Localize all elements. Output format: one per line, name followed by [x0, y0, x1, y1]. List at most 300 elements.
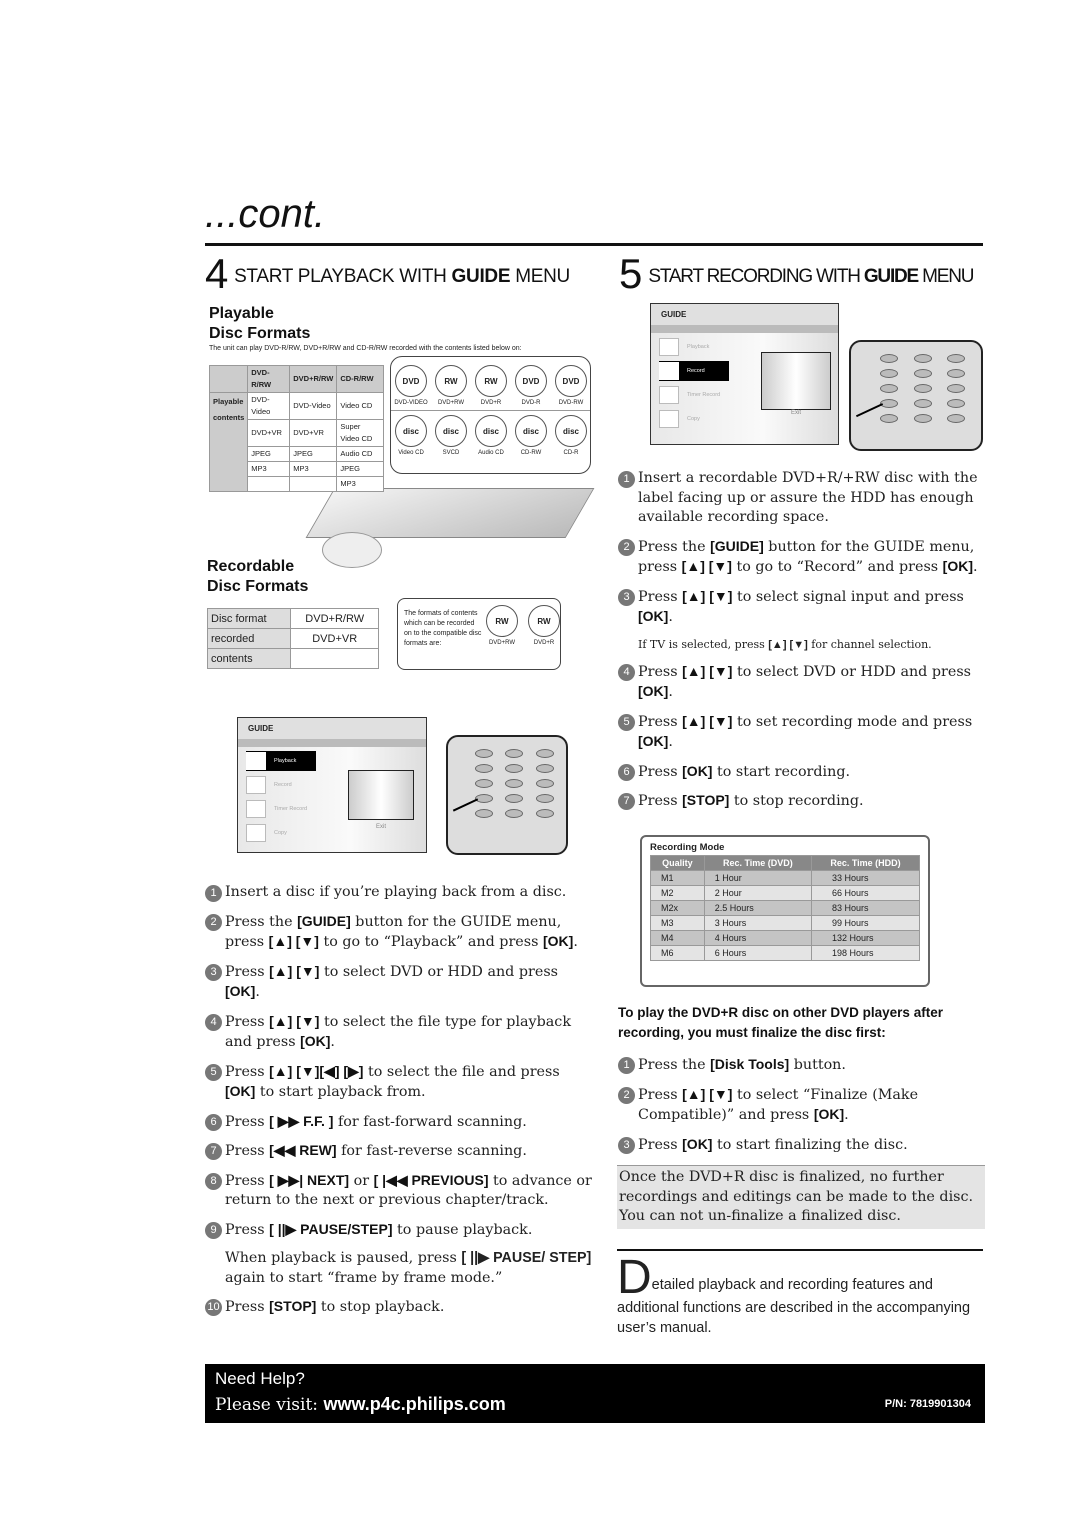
step-number-badge: 8: [205, 1173, 222, 1190]
step-text: When playback is paused, press: [225, 1250, 462, 1266]
step-text: .: [668, 734, 673, 750]
table-cell: M3: [651, 916, 705, 931]
rw-logo-icon: RW: [486, 605, 518, 637]
step-text: Press: [225, 1221, 270, 1238]
table-header-row: [210, 366, 384, 393]
rw-logo-icon: RW: [528, 605, 560, 637]
visit-line: [215, 1394, 506, 1415]
detail-text: etailed playback and recording features and additional functions are described in the accompanying user’s manual.: [617, 1277, 971, 1336]
menu-item-icon: [246, 800, 266, 818]
remote-button: [505, 764, 523, 773]
footer-help-bar: [205, 1364, 985, 1423]
step-text: button for the GUIDE menu, press: [225, 913, 562, 950]
step-item: [618, 791, 986, 812]
button-reference: [OK]: [542, 933, 574, 949]
step-text: Press: [638, 793, 683, 809]
table-cell: 1 Hour: [704, 871, 811, 886]
table-cell: Disc format: [208, 609, 291, 629]
disc-label: DVD+R: [533, 640, 555, 646]
menu-item-icon: [659, 338, 679, 356]
step-text: to stop playback.: [316, 1299, 445, 1315]
dvd-recorder-illustration: [306, 488, 595, 538]
table-cell: JPEG: [248, 447, 290, 462]
button-reference: [▲] [▼]: [682, 712, 733, 729]
visit-label: Please visit:: [215, 1395, 324, 1415]
finalize-steps: [618, 1055, 986, 1164]
table-cell: 198 Hours: [812, 946, 920, 961]
button-reference: [ |◀◀ PREVIOUS]: [373, 1171, 489, 1188]
button-reference: [◀◀ REW]: [269, 1142, 337, 1158]
step-number-badge: 1: [618, 471, 635, 488]
button-reference: [OK]: [225, 1083, 256, 1099]
remote-button: [505, 794, 523, 803]
playable-formats-title: [209, 304, 310, 344]
step-text: Press: [225, 963, 270, 980]
table-cell: 6 Hours: [704, 946, 811, 961]
step-item: [205, 912, 593, 953]
table-cell: M6: [651, 946, 705, 961]
recordable-formats-title: [207, 557, 308, 597]
step-text: button for the GUIDE menu, press: [638, 538, 975, 575]
callout-text: The formats of contents which can be recorded on to the compatible disc formats are:: [404, 610, 482, 647]
table-cell: 2 Hour: [704, 886, 811, 901]
step-text: to select signal input and press: [732, 588, 964, 605]
button-reference: [OK]: [942, 558, 973, 574]
button-reference: [▲] [▼]: [682, 1085, 733, 1102]
title-line: Playable: [209, 305, 274, 322]
button-reference: [GUIDE]: [297, 912, 351, 929]
menu-item-icon: [659, 362, 679, 380]
step-number-badge: 4: [205, 1014, 222, 1031]
remote-button: [536, 809, 554, 818]
step-number-badge: 1: [205, 885, 222, 902]
table-cell: [290, 477, 337, 492]
step-number-badge: 9: [205, 1222, 222, 1239]
button-reference: [▲] [▼][◀] [▶]: [269, 1062, 364, 1079]
disc-logo: [551, 365, 591, 406]
heading-text: START RECORDING WITH: [648, 266, 864, 287]
step-number-badge: 6: [618, 764, 635, 781]
recordable-discs-callout: [397, 598, 561, 670]
step-note: [205, 1249, 593, 1288]
step-text: .: [844, 1107, 849, 1123]
table-cell: recorded: [208, 629, 291, 649]
button-reference: [▲] [▼]: [269, 1012, 320, 1029]
table-row: [208, 609, 379, 629]
step-text: Press the: [638, 538, 711, 555]
table-header-row: [651, 856, 920, 871]
table-cell: M2: [651, 886, 705, 901]
step-text: Press: [638, 1136, 683, 1153]
disc-label: Audio CD: [478, 450, 504, 456]
remote-button: [914, 399, 932, 408]
button-reference: [ ▶▶ F.F. ]: [269, 1112, 334, 1129]
step-text: Press: [225, 1299, 270, 1315]
remote-button: [880, 414, 898, 423]
step-number-badge: 3: [618, 1137, 635, 1154]
finalize-heading: To play the DVD+R disc on other DVD players after recording, you must finalize the disc first:: [618, 1005, 943, 1040]
step-text: to go to “Playback” and press: [318, 934, 543, 950]
step-text: .: [573, 934, 578, 950]
step-text: for fast-reverse scanning.: [336, 1143, 527, 1159]
step-text: to select “Finalize (Make Compatible)” and press: [638, 1086, 919, 1123]
exit-label[interactable]: Exit: [791, 410, 802, 416]
need-help-label: Need Help?: [215, 1369, 305, 1388]
remote-control-illustration: [446, 735, 568, 855]
heading-text: MENU: [918, 266, 974, 287]
title-line: Disc Formats: [207, 578, 309, 595]
button-reference: [▲] [▼]: [269, 962, 320, 979]
remote-button: [914, 369, 932, 378]
step-text: Insert a recordable DVD+R/+RW disc with the label facing up or assure the HDD has enough available recording space.: [638, 470, 978, 525]
section-number: 4: [205, 250, 229, 297]
step-item: [205, 883, 593, 903]
step-text: to stop recording.: [729, 793, 864, 809]
remote-button: [914, 354, 932, 363]
menu-item-label: Timer Record: [687, 392, 721, 398]
heading-bold: GUIDE: [863, 266, 919, 287]
table-cell: 33 Hours: [812, 871, 920, 886]
step-text: or: [349, 1172, 374, 1189]
step-item: [205, 1171, 593, 1211]
step-note: [618, 637, 986, 653]
step-text: Press: [638, 763, 683, 780]
step-item: [618, 662, 986, 703]
step-item: [205, 1112, 593, 1133]
table-row: [651, 946, 920, 961]
menu-item-label: Playback: [274, 758, 297, 764]
remote-button: [880, 369, 898, 378]
step-text: Press the: [638, 1057, 711, 1073]
step-text: to select the file and press: [363, 1063, 560, 1080]
heading-text: MENU: [510, 266, 570, 287]
table-cell: 4 Hours: [704, 931, 811, 946]
remote-button: [505, 749, 523, 758]
disc-logo: [431, 365, 471, 406]
guide-menu-item[interactable]: [246, 823, 418, 843]
step-item: [618, 762, 986, 783]
table-cell: 66 Hours: [812, 886, 920, 901]
button-reference: [Disk Tools]: [710, 1056, 790, 1072]
guide-menu-screen-playback: [237, 717, 427, 853]
step-text: Press: [225, 1013, 270, 1030]
button-reference: [▲] [▼]: [682, 587, 733, 604]
table-row: [208, 649, 379, 669]
drop-cap: D: [617, 1251, 652, 1304]
table-row: [651, 931, 920, 946]
guide-menu-item[interactable]: [659, 361, 729, 381]
step-text: to set recording mode and press: [732, 713, 973, 730]
step-item: [205, 1220, 593, 1241]
remote-button: [536, 764, 554, 773]
table-row: [208, 629, 379, 649]
step-text: to select the file type for playback and press: [225, 1013, 571, 1050]
preview-window: [348, 770, 414, 820]
button-reference: [▲] [▼]: [768, 638, 808, 651]
remote-button: [505, 779, 523, 788]
heading-text: START PLAYBACK WITH: [234, 266, 452, 287]
step-number-badge: 2: [618, 1087, 635, 1104]
step-text: Press: [225, 1172, 270, 1189]
step-text: .: [330, 1034, 335, 1050]
remote-control-illustration: [849, 340, 983, 451]
remote-button: [475, 764, 493, 773]
rw-logo-icon: RW: [435, 365, 467, 397]
remote-button: [536, 779, 554, 788]
compact-disc-logo-icon: disc: [435, 415, 467, 447]
menu-item-icon: [246, 776, 266, 794]
button-reference: [OK]: [638, 608, 669, 624]
menu-item-label: Copy: [687, 416, 700, 422]
disc-logo: [471, 365, 511, 406]
disc-label: DVD-VIDEO: [394, 400, 428, 406]
table-cell: [248, 477, 290, 492]
step-text: Press: [638, 1086, 683, 1103]
dvd-logo-icon: DVD: [395, 365, 427, 397]
disc-logo: [524, 605, 564, 646]
divider: [617, 1249, 983, 1251]
step-number-badge: 5: [618, 714, 635, 731]
step-item: [618, 469, 986, 528]
remote-button: [914, 414, 932, 423]
disc-label: DVD+RW: [437, 400, 465, 406]
step-text: Press: [225, 1113, 270, 1130]
menu-item-label: Playback: [687, 344, 710, 350]
step-text: to start finalizing the disc.: [712, 1136, 908, 1153]
recordable-formats-table: [207, 608, 379, 669]
step-text: Press: [638, 663, 683, 680]
disc-label: DVD-RW: [558, 400, 584, 406]
column-header: CD-R/RW: [337, 366, 384, 393]
menu-item-label: Timer Record: [274, 806, 308, 812]
step-text: to pause playback.: [392, 1221, 533, 1238]
guide-title: GUIDE: [238, 718, 426, 747]
table-cell: Video CD: [337, 393, 384, 420]
disc-logo: [511, 365, 551, 406]
disc-logo: [551, 415, 591, 456]
disc-logo: [431, 415, 471, 456]
detail-note: [617, 1251, 987, 1338]
guide-menu-screen-record: [650, 303, 839, 445]
table-cell: JPEG: [337, 462, 384, 477]
recording-mode-table: [650, 855, 920, 961]
remote-button: [536, 749, 554, 758]
remote-button: [947, 354, 965, 363]
disc-logo: [391, 415, 431, 456]
column-header: [210, 366, 248, 393]
part-number: P/N: 7819901304: [884, 1398, 971, 1410]
step-text: If TV is selected, press: [638, 637, 769, 651]
table-cell: DVD-Video: [248, 393, 290, 420]
row-label-line: Playable: [213, 397, 244, 406]
table-row: [210, 393, 384, 420]
disc-label: DVD+RW: [488, 640, 516, 646]
menu-item-icon: [246, 752, 266, 770]
table-cell: DVD-Video: [290, 393, 337, 420]
menu-item-label: Record: [274, 782, 292, 788]
step-number-badge: 10: [205, 1299, 222, 1316]
step-item: [205, 962, 593, 1003]
table-cell: M1: [651, 871, 705, 886]
step-text: again to start “frame by frame mode.”: [225, 1269, 503, 1286]
disc-label: CD-RW: [520, 450, 542, 456]
support-url-link[interactable]: www.p4c.philips.com: [323, 1394, 506, 1414]
step-text: to start playback from.: [255, 1084, 426, 1100]
remote-button: [880, 384, 898, 393]
remote-button: [475, 809, 493, 818]
disc-logo: [482, 605, 522, 646]
menu-item-icon: [246, 824, 266, 842]
button-reference: [GUIDE]: [710, 537, 764, 554]
step-text: Press: [225, 1063, 270, 1080]
button-reference: [OK]: [300, 1033, 331, 1049]
disc-logo: [511, 415, 551, 456]
button-reference: [STOP]: [682, 792, 730, 808]
step-item: [618, 1085, 986, 1126]
title-line: Recordable: [207, 558, 295, 575]
step-text: to go to “Record” and press: [731, 559, 943, 575]
step-item: [618, 587, 986, 628]
heading-bold: GUIDE: [451, 266, 511, 287]
disc-logo: [471, 415, 511, 456]
table-cell: 132 Hours: [812, 931, 920, 946]
remote-button: [475, 779, 493, 788]
step-item: [618, 1135, 986, 1156]
step-text: to advance or return to the next or previous chapter/track.: [225, 1172, 592, 1208]
disc-label: SVCD: [442, 450, 460, 456]
step-number-badge: 2: [618, 539, 635, 556]
step-number-badge: 2: [205, 914, 222, 931]
arrow-pointer-icon: [453, 798, 478, 811]
step-number-badge: 7: [205, 1143, 222, 1160]
step-text: Press: [225, 1143, 270, 1159]
disc-label: DVD-R: [521, 400, 541, 406]
guide-menu-item[interactable]: [246, 751, 316, 771]
recording-steps: [618, 469, 986, 821]
table-cell: M2x: [651, 901, 705, 916]
playable-formats-table: [209, 365, 384, 492]
button-reference: [ ||▶ PAUSE/ STEP]: [461, 1250, 592, 1266]
table-cell: Super Video CD: [337, 420, 384, 447]
playback-steps: [205, 883, 593, 1327]
section-number: 5: [619, 250, 643, 297]
menu-item-label: Record: [687, 368, 705, 374]
remote-button: [947, 399, 965, 408]
step-number-badge: 7: [618, 793, 635, 810]
dvd-logo-icon: DVD: [555, 365, 587, 397]
step-number-badge: 3: [618, 589, 635, 606]
table-cell: contents: [208, 649, 291, 669]
column-header: DVD+R/RW: [290, 366, 337, 393]
guide-title: GUIDE: [651, 304, 838, 333]
button-reference: [OK]: [638, 733, 669, 749]
dvd-logo-icon: DVD: [515, 365, 547, 397]
step-item: [205, 1297, 593, 1318]
row-label: [210, 393, 248, 492]
button-reference: [OK]: [813, 1106, 845, 1122]
menu-item-label: Copy: [274, 830, 287, 836]
exit-label[interactable]: Exit: [376, 824, 387, 830]
playable-discs-box: [390, 356, 591, 474]
step-item: [618, 712, 986, 753]
remote-button: [505, 809, 523, 818]
column-header: Rec. Time (HDD): [812, 856, 920, 871]
step-text: Insert a disc if you’re playing back from a disc.: [225, 884, 567, 900]
table-cell: 2.5 Hours: [704, 901, 811, 916]
table-cell: DVD+VR: [248, 420, 290, 447]
step-text: .: [668, 609, 673, 625]
remote-button: [880, 354, 898, 363]
step-number-badge: 4: [618, 664, 635, 681]
step-text: to start recording.: [712, 763, 851, 780]
table-cell: DVD+R/RW: [291, 609, 379, 629]
button-reference: [▲] [▼]: [268, 933, 319, 949]
step-text: for channel selection.: [807, 637, 932, 651]
remote-button: [536, 794, 554, 803]
step-text: Press: [638, 713, 683, 730]
step-text: button.: [789, 1057, 846, 1073]
section-heading-recording: [619, 250, 973, 298]
compact-disc-logo-icon: disc: [515, 415, 547, 447]
button-reference: [ ||▶ PAUSE/STEP]: [269, 1220, 393, 1237]
arrow-pointer-icon: [856, 403, 884, 417]
step-number-badge: 3: [205, 964, 222, 981]
table-cell: MP3: [248, 462, 290, 477]
remote-button: [947, 369, 965, 378]
table-cell: 83 Hours: [812, 901, 920, 916]
guide-menu-item[interactable]: [659, 409, 830, 429]
column-header: DVD-R/RW: [248, 366, 290, 393]
table-cell: DVD+VR: [290, 420, 337, 447]
row-label-line: contents: [213, 413, 245, 422]
button-reference: [OK]: [638, 683, 669, 699]
button-reference: [▲] [▼]: [681, 558, 732, 574]
table-cell: JPEG: [290, 447, 337, 462]
title-line: Disc Formats: [209, 325, 311, 342]
finalize-note: Once the DVD+R disc is finalized, no further recordings and editings can be made to the disc. You can not un-finalize a finalized disc.: [617, 1165, 985, 1229]
table-cell: Audio CD: [337, 447, 384, 462]
step-text: to select DVD or HDD and press: [732, 663, 971, 680]
top-rule: [205, 243, 983, 246]
step-item: [618, 1055, 986, 1076]
step-text: Press the: [225, 913, 298, 930]
step-text: to select DVD or HDD and press: [319, 963, 558, 980]
table-row: [651, 901, 920, 916]
remote-button: [475, 749, 493, 758]
button-reference: [OK]: [682, 1135, 713, 1152]
table-cell: 3 Hours: [704, 916, 811, 931]
step-text: .: [255, 984, 260, 1000]
table-row: [651, 886, 920, 901]
disc-tray-illustration: [322, 532, 382, 568]
section-heading-playback: [205, 250, 570, 298]
table-row: [651, 916, 920, 931]
button-reference: [STOP]: [269, 1298, 317, 1314]
disc-logo: [391, 365, 431, 406]
table-cell: MP3: [337, 477, 384, 492]
compact-disc-logo-icon: disc: [555, 415, 587, 447]
button-reference: [OK]: [682, 762, 713, 779]
preview-window: [761, 352, 831, 410]
step-item: [205, 1062, 593, 1103]
table-cell: MP3: [290, 462, 337, 477]
remote-button: [947, 414, 965, 423]
step-number-badge: 5: [205, 1064, 222, 1081]
rw-logo-icon: RW: [475, 365, 507, 397]
page-title: ...cont.: [205, 192, 326, 236]
button-reference: [▲] [▼]: [682, 662, 733, 679]
playable-caption: The unit can play DVD-R/RW, DVD+R/RW and CD-R/RW recorded with the contents listed below on:: [209, 345, 522, 352]
